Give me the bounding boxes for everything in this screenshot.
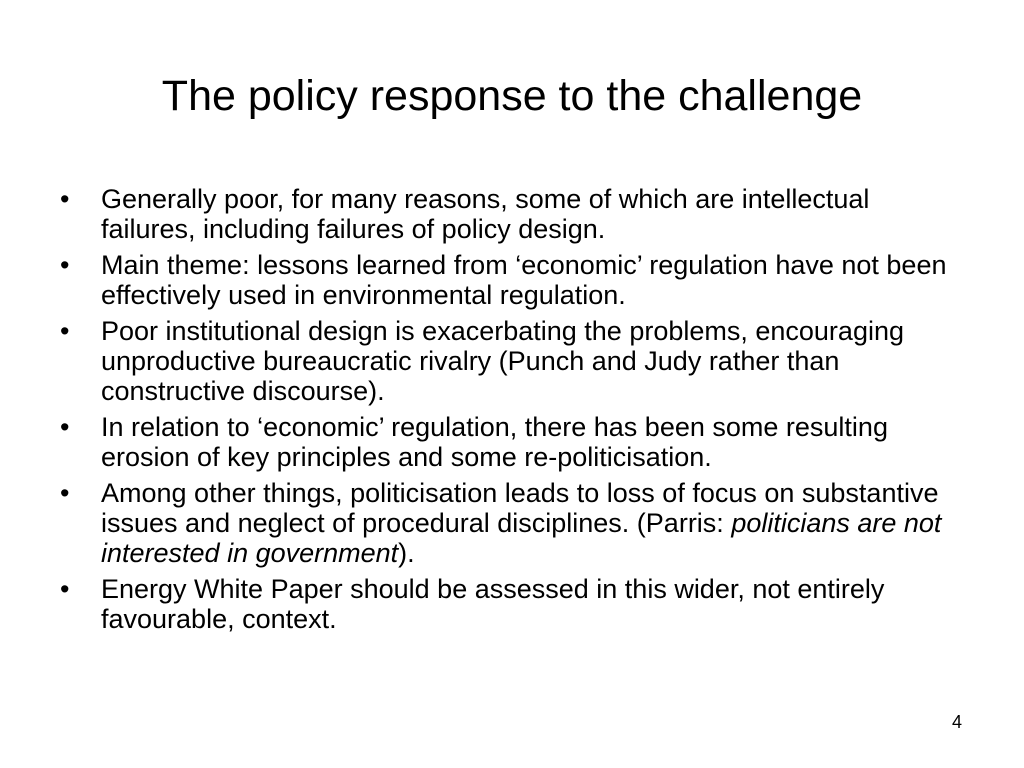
bullet-text: In relation to ‘economic’ regulation, there has been some resulting erosion of key principles and some re-politicisation. (101, 412, 888, 472)
quote-italic: politicians are not interested in government (101, 508, 942, 568)
bullet-icon: • (60, 574, 70, 604)
bullet-text: Generally poor, for many reasons, some of which are intellectual failures, including failures of policy design. (101, 184, 870, 244)
bullet-item (58, 316, 958, 406)
bullet-item (58, 478, 958, 568)
bullet-item (58, 250, 958, 310)
bullet-text: Energy White Paper should be assessed in this wider, not entirely favourable, context. (101, 574, 885, 634)
bullet-item (58, 184, 958, 244)
page-number: 4 (951, 712, 962, 732)
bullet-item (58, 412, 958, 472)
bullet-text: Poor institutional design is exacerbating the problems, encouraging unproductive bureaucratic rivalry (Punch and Judy rather than constructive discourse). (101, 316, 904, 406)
bullet-list (58, 184, 958, 640)
bullet-icon: • (60, 316, 70, 346)
bullet-text-part: ). (398, 538, 415, 568)
bullet-text-part: Among other things, politicisation leads to loss of focus on substantive issues and neglect of procedural disciplines. (Parris: (101, 478, 939, 538)
bullet-icon: • (60, 412, 70, 442)
bullet-icon: • (60, 184, 70, 214)
bullet-icon: • (60, 250, 70, 280)
bullet-text: Main theme: lessons learned from ‘economic’ regulation have not been effectively used in environmental regulation. (101, 250, 947, 310)
bullet-text (101, 478, 941, 568)
bullet-icon: • (60, 478, 70, 508)
bullet-item (58, 574, 958, 634)
slide-title: The policy response to the challenge (161, 72, 863, 120)
